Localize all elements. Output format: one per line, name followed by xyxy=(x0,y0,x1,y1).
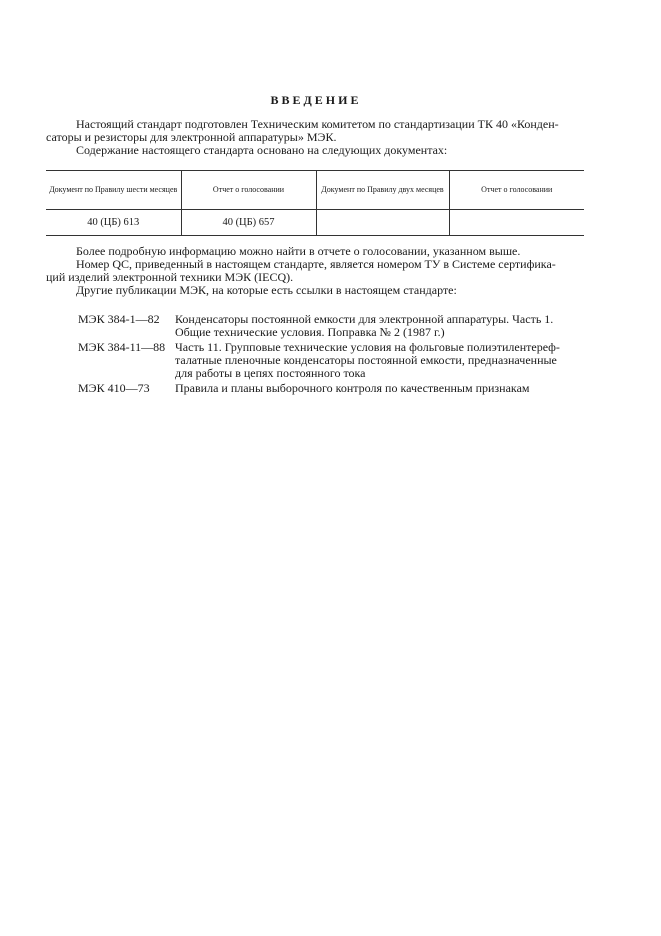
reference-line: Общие технические условия. Поправка № 2 (1987 г.) xyxy=(175,325,445,339)
table-header-row xyxy=(46,171,584,210)
reference-item xyxy=(78,382,588,395)
reference-line: Конденсаторы постоянной емкости для электронной аппаратуры. Часть 1. xyxy=(175,312,554,326)
reference-item xyxy=(78,341,588,380)
reference-line: для работы в цепях постоянного тока xyxy=(175,366,366,380)
table-header-cell: Документ по Правилу шести месяцев xyxy=(46,171,181,210)
table-cell xyxy=(316,210,449,236)
page-title: ВВЕДЕНИЕ xyxy=(270,93,362,107)
reference-line: Правила и планы выборочного контроля по качественным признакам xyxy=(175,381,530,395)
reference-description xyxy=(175,382,588,395)
table-header-cell: Документ по Правилу двух месяцев xyxy=(316,171,449,210)
reference-item xyxy=(78,313,588,339)
table-row xyxy=(46,210,584,236)
table-cell xyxy=(449,210,584,236)
info-line-4: Другие публикации МЭК, на которые есть ссылки в настоящем стандарте: xyxy=(76,283,457,297)
reference-line: Часть 11. Групповые технические условия на фольговые полиэтилентереф- xyxy=(175,340,560,354)
documents-table xyxy=(46,170,584,236)
info-paragraph xyxy=(46,245,586,297)
reference-code: МЭК 384-1—82 xyxy=(78,312,160,326)
table-cell: 40 (ЦБ) 613 xyxy=(46,210,181,236)
table-header-cell: Отчет о голосовании xyxy=(481,185,553,194)
intro-paragraph xyxy=(46,118,586,157)
table-cell: 40 (ЦБ) 657 xyxy=(181,210,316,236)
reference-description xyxy=(175,313,588,339)
reference-code: МЭК 410—73 xyxy=(78,381,150,395)
info-line-1: Более подробную информацию можно найти в отчете о голосовании, указанном выше. xyxy=(76,244,521,258)
references-list xyxy=(78,313,588,397)
table-header-cell: Отчет о голосовании xyxy=(181,171,316,210)
reference-description xyxy=(175,341,588,380)
info-line-2: Номер QC, приведенный в настоящем стандарте, является номером ТУ в Системе сертифика- xyxy=(76,257,556,271)
info-line-3: ций изделий электронной техники МЭК (IECQ). xyxy=(46,270,294,284)
reference-line: талатные пленочные конденсаторы постоянной емкости, предназначенные xyxy=(175,353,557,367)
reference-code: МЭК 384-11—88 xyxy=(78,340,166,354)
intro-line-2: саторы и резисторы для электронной аппаратуры» МЭК. xyxy=(46,130,337,144)
intro-line-3: Содержание настоящего стандарта основано на следующих документах: xyxy=(76,143,448,157)
intro-line-1: Настоящий стандарт подготовлен Техническим комитетом по стандартизации ТК 40 «Конден- xyxy=(76,117,559,131)
